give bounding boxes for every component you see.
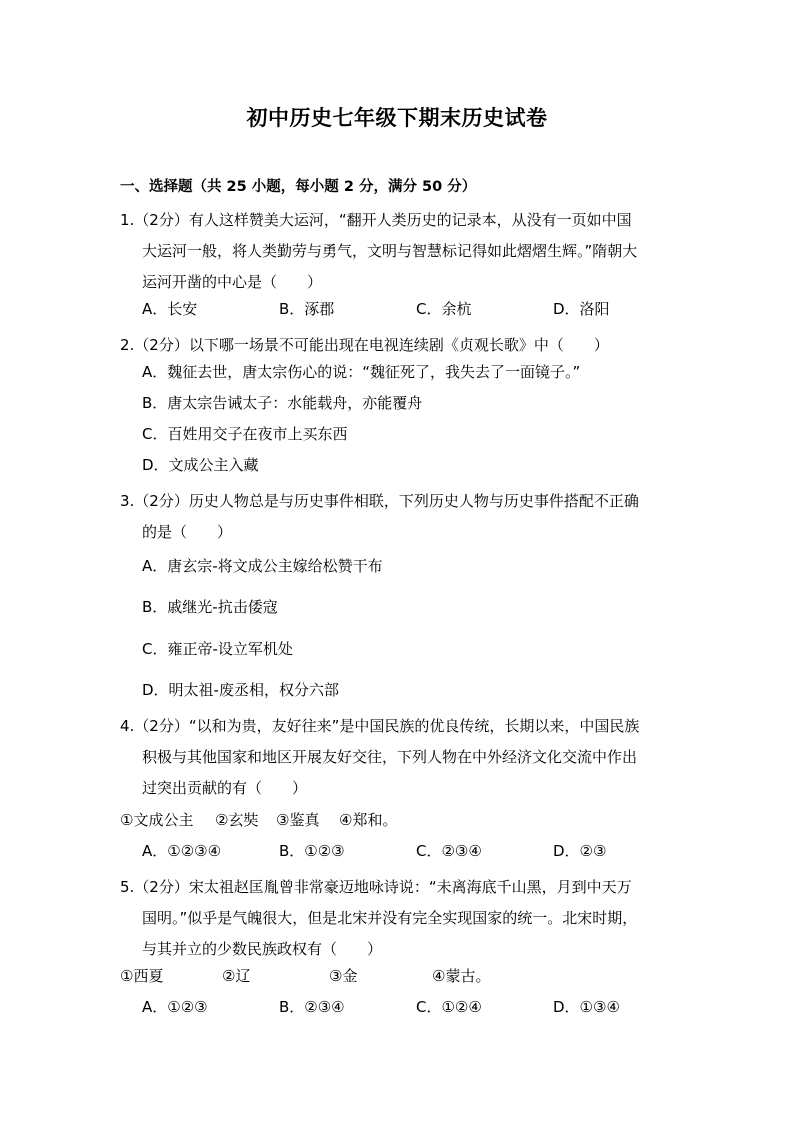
question-line: 4.（2分）“以和为贵，友好往来”是中国民族的优良传统，长期以来，中国民族 (120, 717, 640, 735)
section-heading: 一、选择题（共 25 小题，每小题 2 分，满分 50 分） (120, 179, 477, 195)
item: ③金 (329, 967, 358, 985)
option-d[interactable]: D．洛阳 (553, 300, 610, 318)
question-1 (120, 205, 680, 298)
option-c[interactable]: C．余杭 (416, 300, 472, 318)
question-line: 1.（2分）有人这样赞美大运河，“翻开人类历史的记录本，从没有一页如中国 (120, 211, 632, 229)
option-b[interactable]: B．涿郡 (279, 300, 335, 318)
question-4-options (142, 841, 690, 861)
item: ④郑和。 (339, 811, 398, 829)
option-c[interactable]: C．百姓用交子在夜市上买东西 (142, 425, 348, 443)
question-4-items (120, 810, 397, 830)
question-line: 积极与其他国家和地区开展友好交往，下列人物在中外经济文化交流中作出 (142, 748, 638, 766)
item: ②辽 (222, 967, 251, 985)
question-5-options (142, 997, 690, 1017)
question-1-options (142, 299, 690, 319)
option-d[interactable]: D．②③ (553, 842, 607, 860)
option-b[interactable]: B．戚继光-抗击倭寇 (142, 598, 278, 616)
item: ②玄奘 (215, 811, 259, 829)
option-c[interactable]: C．雍正帝-设立军机处 (142, 640, 293, 658)
option-d[interactable]: D．明太祖-废丞相，权分六部 (142, 681, 339, 699)
question-line: 的是（ ） (142, 523, 233, 541)
question-line: 运河开凿的中心是（ ） (142, 273, 323, 291)
question-line: 2.（2分）以下哪一场景不可能出现在电视连续剧《贞观长歌》中（ ） (120, 336, 609, 354)
question-2 (120, 330, 680, 361)
option-b[interactable]: B．②③④ (279, 998, 345, 1016)
item: ③鉴真 (276, 811, 320, 829)
option-a[interactable]: A．魏征去世，唐太宗伤心的说：“魏征死了，我失去了一面镜子。” (142, 363, 581, 381)
question-3 (120, 486, 680, 548)
option-c[interactable]: C．①②④ (416, 998, 482, 1016)
question-line: 过突出贡献的有（ ） (142, 779, 308, 797)
option-a[interactable]: A．①②③④ (142, 842, 222, 860)
question-5 (120, 872, 680, 965)
option-b[interactable]: B．唐太宗告诫太子：水能载舟，亦能覆舟 (142, 394, 423, 412)
question-line: 5.（2分）宋太祖赵匡胤曾非常豪迈地咏诗说：“未离海底千山黑，月到中天万 (120, 878, 632, 896)
option-d[interactable]: D．①③④ (553, 998, 620, 1016)
question-4 (120, 711, 680, 804)
option-c[interactable]: C．②③④ (416, 842, 482, 860)
option-b[interactable]: B．①②③ (279, 842, 345, 860)
item: ④蒙古。 (432, 967, 491, 985)
option-a[interactable]: A．①②③ (142, 998, 208, 1016)
option-d[interactable]: D．文成公主入藏 (142, 456, 259, 474)
item: ①西夏 (120, 967, 164, 985)
question-line: 大运河一般，将人类勤劳与勇气，文明与智慧标记得如此熠熠生辉。”隋朝大 (142, 242, 638, 260)
question-line: 与其并立的少数民族政权有（ ） (142, 940, 383, 958)
item: ①文成公主 (120, 811, 194, 829)
option-a[interactable]: A．唐玄宗-将文成公主嫁给松赞干布 (142, 557, 383, 575)
page-title: 初中历史七年级下期末历史试卷 (246, 105, 548, 130)
question-line: 3.（2分）历史人物总是与历史事件相联，下列历史人物与历史事件搭配不正确 (120, 492, 639, 510)
question-5-items (120, 966, 490, 986)
option-a[interactable]: A．长安 (142, 300, 198, 318)
question-line: 国明。”似乎是气魄很大，但是北宋并没有完全实现国家的统一。北宋时期， (142, 909, 638, 927)
